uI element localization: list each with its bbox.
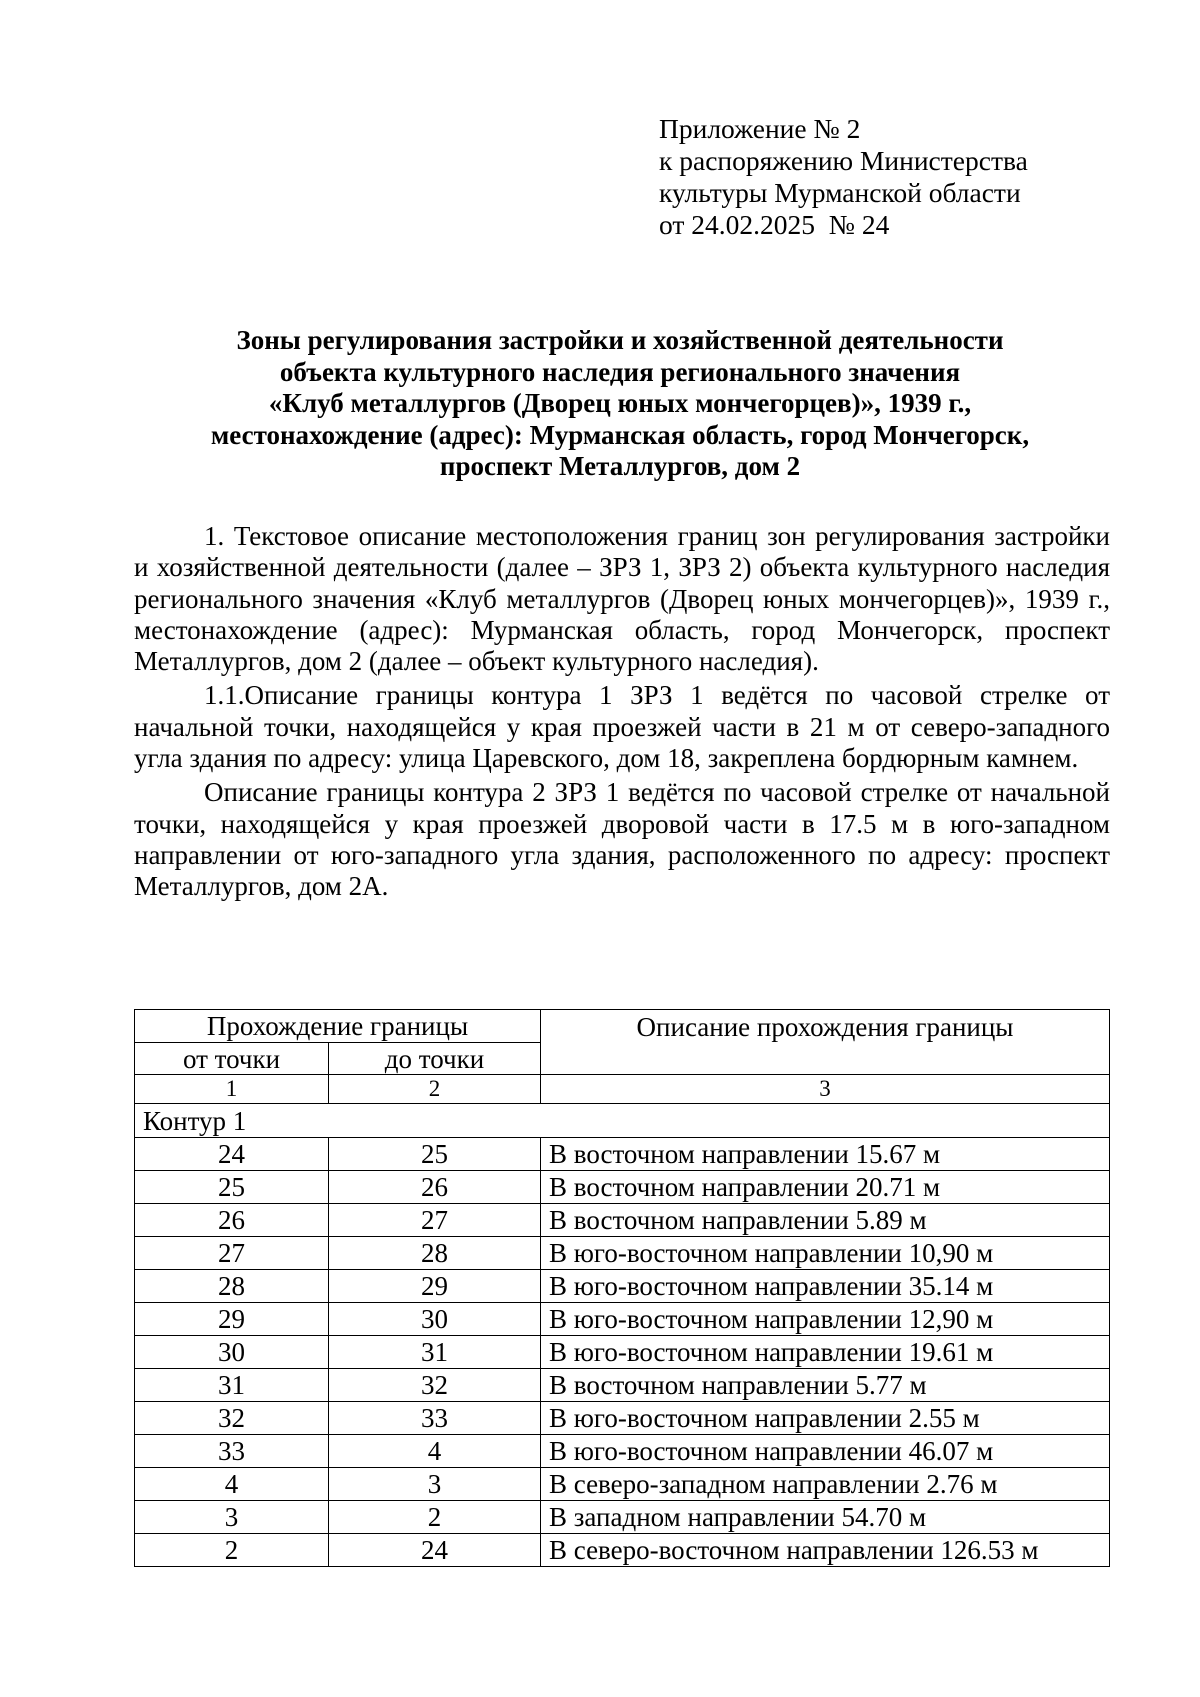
table-row bbox=[135, 1435, 1110, 1468]
from-point-cell: 2 bbox=[135, 1534, 329, 1567]
title-line: «Клуб металлургов (Дворец юных мончегорцев)», 1939 г., bbox=[268, 388, 972, 418]
header-to-point: до точки bbox=[329, 1043, 541, 1075]
to-point-cell: 32 bbox=[329, 1369, 541, 1402]
to-point-cell: 26 bbox=[329, 1171, 541, 1204]
title-line: проспект Металлургов, дом 2 bbox=[439, 451, 801, 481]
description-cell: В северо-западном направлении 2.76 м bbox=[541, 1468, 1110, 1501]
description-cell: В юго-восточном направлении 35.14 м bbox=[541, 1270, 1110, 1303]
table-row bbox=[135, 1303, 1110, 1336]
description-cell: В юго-восточном направлении 2.55 м bbox=[541, 1402, 1110, 1435]
from-point-cell: 29 bbox=[135, 1303, 329, 1336]
column-number-row bbox=[135, 1075, 1110, 1104]
table-row bbox=[135, 1402, 1110, 1435]
description-cell: В юго-восточном направлении 12,90 м bbox=[541, 1303, 1110, 1336]
column-number: 1 bbox=[135, 1075, 329, 1104]
table-row bbox=[135, 1468, 1110, 1501]
table-row bbox=[135, 1171, 1110, 1204]
from-point-cell: 4 bbox=[135, 1468, 329, 1501]
to-point-cell: 31 bbox=[329, 1336, 541, 1369]
title-line: объекта культурного наследия регионального значения bbox=[279, 356, 961, 387]
table-row bbox=[135, 1501, 1110, 1534]
to-point-cell: 28 bbox=[329, 1237, 541, 1270]
from-point-cell: 26 bbox=[135, 1204, 329, 1237]
table-row bbox=[135, 1534, 1110, 1567]
from-point-cell: 27 bbox=[135, 1237, 329, 1270]
from-point-cell: 25 bbox=[135, 1171, 329, 1204]
description-cell: В юго-восточном направлении 46.07 м bbox=[541, 1435, 1110, 1468]
header-passage: Прохождение границы bbox=[135, 1010, 541, 1043]
from-point-cell: 32 bbox=[135, 1402, 329, 1435]
paragraph-1-1: 1.1.Описание границы контура 1 ЗРЗ 1 ведётся по часовой стрелке от начальной точки, находящейся у края проезжей части в 21 м от северо-западного угла здания по адресу: улица Царевского, дом 18, закреплена бордюрным камнем. bbox=[134, 680, 1110, 774]
from-point-cell: 3 bbox=[135, 1501, 329, 1534]
from-point-cell: 24 bbox=[135, 1138, 329, 1171]
to-point-cell: 2 bbox=[329, 1501, 541, 1534]
contour-label: Контур 1 bbox=[135, 1104, 1110, 1138]
to-point-cell: 29 bbox=[329, 1270, 541, 1303]
title-line: Зоны регулирования застройки и хозяйственной деятельности bbox=[236, 325, 1004, 355]
table-row bbox=[135, 1270, 1110, 1303]
description-cell: В юго-восточном направлении 10,90 м bbox=[541, 1237, 1110, 1270]
from-point-cell: 30 bbox=[135, 1336, 329, 1369]
appendix-line: к распоряжению Министерства bbox=[659, 145, 1028, 176]
from-point-cell: 31 bbox=[135, 1369, 329, 1402]
to-point-cell: 30 bbox=[329, 1303, 541, 1336]
to-point-cell: 27 bbox=[329, 1204, 541, 1237]
description-cell: В юго-восточном направлении 19.61 м bbox=[541, 1336, 1110, 1369]
description-cell: В восточном направлении 5.77 м bbox=[541, 1369, 1110, 1402]
boundary-table bbox=[134, 1009, 1110, 1567]
appendix-header bbox=[659, 113, 1139, 241]
from-point-cell: 28 bbox=[135, 1270, 329, 1303]
table-row bbox=[135, 1138, 1110, 1171]
contour-label-row bbox=[135, 1104, 1110, 1138]
to-point-cell: 4 bbox=[329, 1435, 541, 1468]
table-row bbox=[135, 1204, 1110, 1237]
description-cell: В северо-восточном направлении 126.53 м bbox=[541, 1534, 1110, 1567]
column-number: 2 bbox=[329, 1075, 541, 1104]
to-point-cell: 3 bbox=[329, 1468, 541, 1501]
title-line: местонахождение (адрес): Мурманская область, город Мончегорск, bbox=[210, 419, 1030, 450]
from-point-cell: 33 bbox=[135, 1435, 329, 1468]
appendix-line: Приложение № 2 bbox=[659, 113, 861, 144]
description-cell: В восточном направлении 20.71 м bbox=[541, 1171, 1110, 1204]
table-row bbox=[135, 1336, 1110, 1369]
document-title bbox=[130, 325, 1110, 483]
paragraph-contour-2: Описание границы контура 2 ЗРЗ 1 ведётся по часовой стрелке от начальной точки, находящейся у края проезжей дворовой части в 17.5 м в юго-западном направлении от юго-западного угла здания, расположенного по адресу: проспект Металлургов, дом 2А. bbox=[134, 777, 1110, 902]
to-point-cell: 25 bbox=[329, 1138, 541, 1171]
header-from-point: от точки bbox=[135, 1043, 329, 1075]
description-cell: В западном направлении 54.70 м bbox=[541, 1501, 1110, 1534]
description-cell: В восточном направлении 5.89 м bbox=[541, 1204, 1110, 1237]
header-description: Описание прохождения границы bbox=[541, 1010, 1110, 1075]
table-header-row bbox=[135, 1010, 1110, 1043]
table-row bbox=[135, 1237, 1110, 1270]
to-point-cell: 24 bbox=[329, 1534, 541, 1567]
column-number: 3 bbox=[541, 1075, 1110, 1104]
paragraph-1: 1. Текстовое описание местоположения границ зон регулирования застройки и хозяйственной деятельности (далее – ЗРЗ 1, ЗРЗ 2) объекта культурного наследия регионального значения «Клуб металлургов (Дворец юных мончегорцев)», 1939 г., местонахождение (адрес): Мурманская область, город Мончегорск, проспект Металлургов, дом 2 (далее – объект культурного наследия). bbox=[134, 521, 1110, 677]
appendix-line: культуры Мурманской области bbox=[659, 177, 1021, 208]
table-row bbox=[135, 1369, 1110, 1402]
to-point-cell: 33 bbox=[329, 1402, 541, 1435]
appendix-date-number: от 24.02.2025 № 24 bbox=[659, 209, 890, 240]
description-cell: В восточном направлении 15.67 м bbox=[541, 1138, 1110, 1171]
body-text bbox=[134, 521, 1110, 903]
